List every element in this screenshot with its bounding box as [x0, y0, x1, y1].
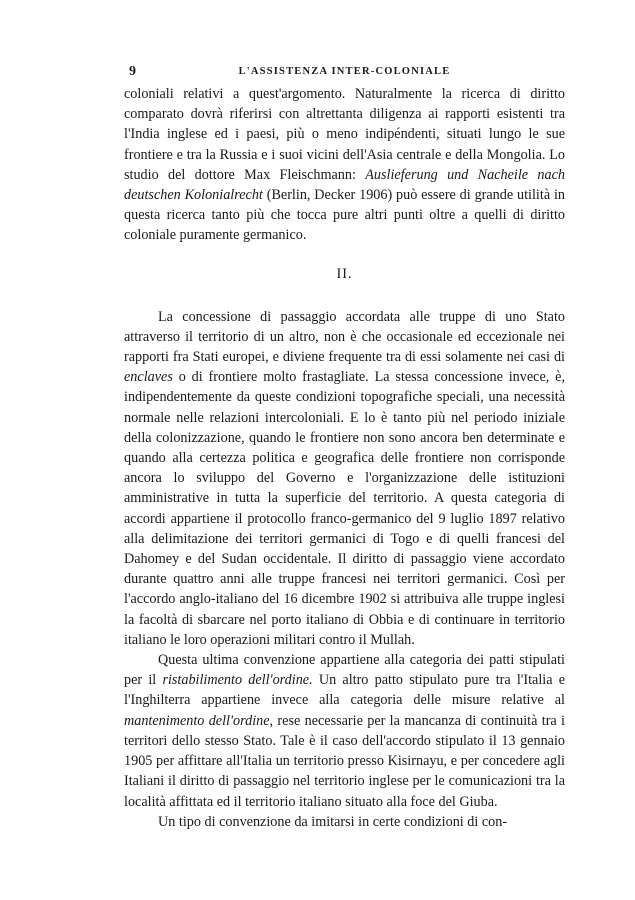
paragraph-continuation [124, 84, 565, 246]
page-number: 9 [129, 64, 137, 79]
paragraph-passage-concession [124, 307, 565, 650]
section-heading: II. [336, 265, 353, 282]
text-run: Un tipo di convenzione da imitarsi in certe condizioni di con- [158, 813, 508, 830]
text-run: Un altro patto stipulato pure tra l'Italia e l'Inghilterra appartiene invece alla categoria delle misure relative al [124, 672, 566, 709]
text-run: rese necessarie per la mancanza di continuità tra i territori dello stesso Stato. Tale è il caso dell'accordo stipulato il 13 gennaio 1905 per affittare all'Italia un territorio presso Kisirnayu, e per concedere agli Italiani il diritto di passaggio nel territorio inglese per le comunicazioni tra la località affittata ed il territorio italiano situato alla foce del Giuba. [124, 712, 565, 810]
text-run: coloniali relativi a quest'argomento. Naturalmente la ricerca di diritto comparato dovrà riferirsi con altrettanta diligenza ai rapporti esistenti tra l'India inglese ed i paesi, più o meno indipéndenti, situati lungo le sue frontiere e tra la Russia e i suoi vicini dell'Asia centrale e della Mongolia. Lo studio del dottore Max Fleischmann: [124, 86, 565, 183]
running-title: L'ASSISTENZA INTER-COLONIALE [238, 66, 451, 77]
running-head [124, 62, 565, 84]
page [124, 62, 565, 832]
text-run: (Berlin, Decker 1906) può essere di grande utilità in questa ricerca tanto più che tocca pure altri punti oltre a quelli di diritto coloniale puramente germanico. [124, 187, 565, 244]
paragraph-convention-categories [124, 650, 565, 812]
italic-term: mantenimento dell'ordine, [124, 712, 274, 729]
book-title: Auslieferung und Nacheile nach deutschen Kolonialrecht [124, 166, 565, 204]
italic-term: enclaves [124, 369, 173, 386]
paragraph-closing [124, 812, 565, 832]
text-run: La concessione di passaggio accordata alle truppe di uno Stato attraverso il territorio di un altro, non è che occasionale ed eccezionale nei rapporti fra Stati europei, e diviene frequente tra di essi solamente nei casi di [124, 308, 565, 366]
text-run: o di frontiere molto frastagliate. La stessa concessione invece, è, indipendentemente da queste condizioni topografiche speciali, una necessità normale nelle relazioni intercoloniali. E lo è tanto più nel periodo iniziale della colonizzazione, quando le frontiere non sono ancora ben determinate e quando alla certezza politica e geografica delle frontiere non corrisponde ancora lo sviluppo del Governo e l'organizzazione delle istituzioni amministrative in tutta la superficie del territorio. A questa categoria di accordi appartiene il protocollo franco-germanico del 9 luglio 1897 relativo alla delimitazione dei territori germanici di Togo e di quelli francesi del Dahomey e del Sudan occidentale. Il diritto di passaggio viene accordato durante quattro anni alle truppe francesi nei territori germanici. Così per l'accordo anglo-italiano del 16 dicembre 1902 si attribuiva alle truppe inglesi la facoltà di sbarcare nel porto italiano di Obbia e di continuare in territorio italiano le loro operazioni militari contro il Mullah. [124, 369, 565, 648]
italic-term: ristabilimento dell'ordine. [162, 672, 313, 689]
text-run: Questa ultima convenzione appartiene alla categoria dei patti stipulati per il [124, 652, 565, 689]
